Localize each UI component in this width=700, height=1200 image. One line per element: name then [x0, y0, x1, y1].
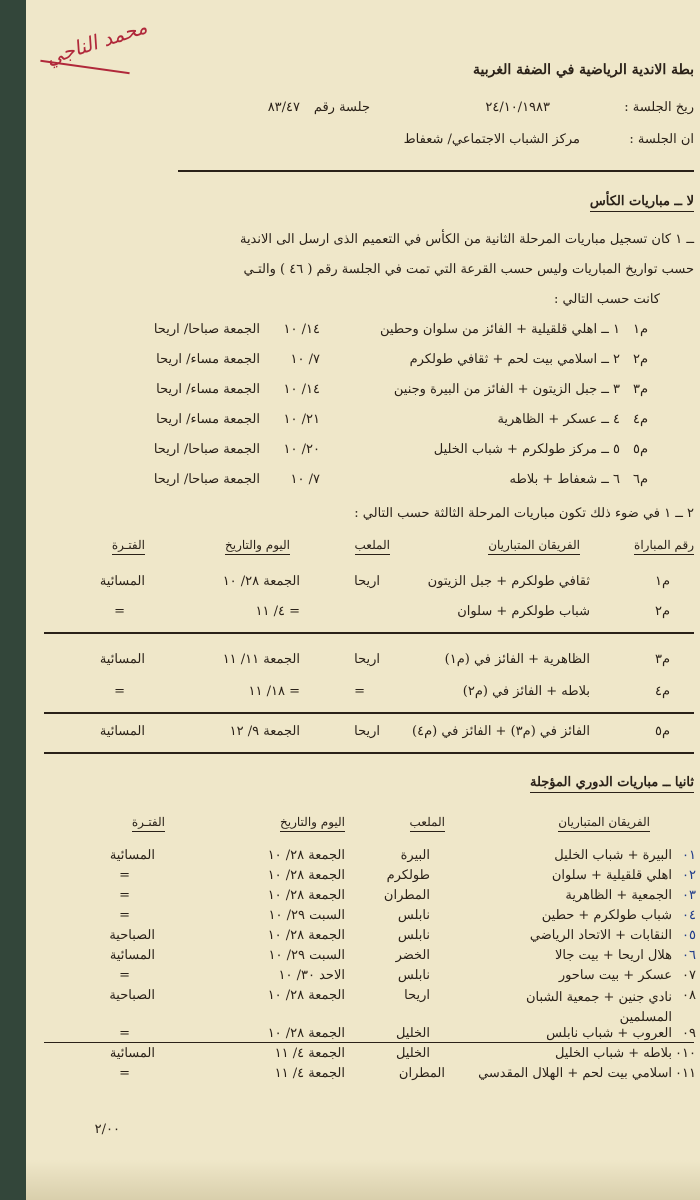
- cup-match-code: م٣: [632, 382, 648, 397]
- league-venue: نابلس: [397, 908, 430, 923]
- stage3-teams: شباب طولكرم + سلوان: [457, 604, 590, 619]
- league-day-date: الجمعة ٢٨/ ١٠: [267, 868, 345, 883]
- cup-match-date: ٧/ ١٠: [290, 352, 320, 367]
- stage3-match-number: م٣: [654, 652, 670, 667]
- col-header-day-date: اليوم والتاريخ: [280, 815, 345, 832]
- session-date-value: ٢٤/١٠/١٩٨٣: [485, 100, 550, 115]
- league-teams: اسلامي بيت لحم + الهلال المقدسي: [478, 1066, 672, 1081]
- league-teams: بلاطه + شباب الخليل: [554, 1046, 672, 1061]
- league-teams: الجمعية + الظاهرية: [565, 888, 672, 903]
- stage3-day-date: الجمعة ٩/ ١٢: [229, 724, 300, 739]
- col-header-teams: الفريقان المتباريان: [488, 538, 580, 555]
- league-teams: نادي جنين + جمعية الشبان المسلمين: [525, 990, 672, 1025]
- cup-match-teams: ٦ ــ شعفاط + بلاطه: [509, 472, 620, 487]
- league-day-date: الجمعة ٢٨/ ١٠: [267, 928, 345, 943]
- table-divider: [44, 632, 694, 634]
- stage3-match-number: م١: [654, 574, 670, 589]
- header-divider: [178, 170, 694, 172]
- cup-match-slot: الجمعة مساء/ اريحا: [156, 382, 260, 397]
- league-day-date: الجمعة ٢٨/ ١٠: [267, 988, 345, 1003]
- stage3-teams: ثقافي طولكرم + جبل الزيتون: [427, 574, 590, 589]
- cup-match-teams: ٤ ــ عسكر + الظاهرية: [497, 412, 620, 427]
- cup-match-slot: الجمعة صباحا/ اريحا: [153, 322, 260, 337]
- section1-para-line2: حسب تواريخ المباريات وليس حسب القرعة التي تمت في الجلسة رقم ( ٤٦ ) والتـي: [243, 262, 694, 277]
- league-row-number: ٠١٠: [675, 1046, 696, 1061]
- document-page: [26, 0, 700, 1200]
- cup-match-slot: الجمعة مساء/ اريحا: [156, 412, 260, 427]
- league-period: =: [119, 1026, 130, 1041]
- cup-match-date: ١٤/ ١٠: [283, 322, 320, 337]
- stage3-day-date: = ٤/ ١١: [255, 604, 300, 619]
- session-number-label: جلسة رقم: [313, 100, 370, 115]
- league-row-number: ٠٣: [682, 888, 696, 903]
- league-day-date: السبت ٢٩/ ١٠: [268, 908, 345, 923]
- league-row-number: ٠٩: [682, 1026, 696, 1041]
- stage3-match-number: م٥: [654, 724, 670, 739]
- league-period: المسائية: [109, 1046, 155, 1061]
- stage3-match-number: م٢: [654, 604, 670, 619]
- league-row-number: ٠١١: [675, 1066, 696, 1081]
- cup-match-date: ١٤/ ١٠: [283, 382, 320, 397]
- league-row-number: ٠٨: [682, 988, 696, 1003]
- session-place-value: مركز الشباب الاجتماعي/ شعفاط: [403, 132, 580, 147]
- league-day-date: الجمعة ٤/ ١١: [274, 1066, 345, 1081]
- section1-para-line3: كانت حسب التالي :: [554, 292, 660, 307]
- league-venue: نابلس: [397, 928, 430, 943]
- stage3-teams: الظاهرية + الفائز في (م١): [444, 652, 590, 667]
- section1-para-line1: ــ ١ كان تسجيل مباريات المرحلة الثانية من الكأس في التعميم الذى ارسل الى الاندية: [239, 232, 694, 247]
- league-row-number: ٠٦: [682, 948, 696, 963]
- cup-match-code: م١: [632, 322, 648, 337]
- league-period: =: [119, 888, 130, 903]
- table-divider: [44, 752, 694, 754]
- col-header-teams: الفريقان المتباريان: [558, 815, 650, 832]
- col-header-venue: الملعب: [355, 538, 390, 555]
- league-venue: الخليل: [395, 1026, 430, 1041]
- league-teams: هلال اريحا + بيت جالا: [554, 948, 672, 963]
- league-day-date: الاحد ٣٠/ ١٠: [278, 968, 345, 983]
- session-number-value: ٨٣/٤٧: [267, 100, 300, 115]
- league-day-date: الجمعة ٢٨/ ١٠: [267, 848, 345, 863]
- cup-match-teams: ١ ــ اهلي قلقيلية + الفائز من سلوان وحطين: [379, 322, 620, 337]
- stage3-day-date: الجمعة ٢٨/ ١٠: [222, 574, 300, 589]
- league-period: الصباحية: [109, 988, 155, 1003]
- league-teams: اهلي قلقيلية + سلوان: [551, 868, 672, 883]
- page-number: ٢/٠٠: [94, 1122, 120, 1137]
- league-period: =: [119, 968, 130, 983]
- cup-match-code: م٢: [632, 352, 648, 367]
- league-period: =: [119, 1066, 130, 1081]
- league-venue: المطران: [383, 888, 430, 903]
- cup-match-teams: ٣ ــ جبل الزيتون + الفائز من البيرة وجنين: [393, 382, 620, 397]
- col-header-day-date: اليوم والتاريخ: [225, 538, 290, 555]
- col-header-period: الفتـرة: [112, 538, 145, 555]
- cup-match-date: ٢٠/ ١٠: [283, 442, 320, 457]
- stage3-teams: بلاطه + الفائز في (م٢): [462, 684, 590, 699]
- book-spine: [0, 0, 29, 1200]
- league-teams: عسكر + بيت ساحور: [558, 968, 672, 983]
- stage3-period: المسائية: [99, 574, 145, 589]
- league-venue: البيرة: [400, 848, 430, 863]
- section1-heading: لا ــ مباريات الكأس: [590, 194, 694, 212]
- stage3-period: المسائية: [99, 724, 145, 739]
- section1-para2: ٢ ــ ١ في ضوء ذلك تكون مباريات المرحلة الثالثة حسب التالي :: [354, 506, 694, 521]
- league-teams: البيرة + شباب الخليل: [554, 848, 672, 863]
- col-header-period: الفتـرة: [132, 815, 165, 832]
- cup-match-code: م٥: [632, 442, 648, 457]
- league-venue: المطران: [398, 1066, 445, 1081]
- league-row-number: ٠٤: [682, 908, 696, 923]
- league-venue: الخضر: [395, 948, 430, 963]
- league-row-number: ٠٢: [682, 868, 696, 883]
- org-title: بطة الاندية الرياضية في الضفة الغربية: [473, 62, 694, 78]
- cup-match-slot: الجمعة مساء/ اريحا: [156, 352, 260, 367]
- col-header-venue: الملعب: [410, 815, 445, 832]
- league-venue: الخليل: [395, 1046, 430, 1061]
- league-period: المسائية: [109, 948, 155, 963]
- league-day-date: الجمعة ٢٨/ ١٠: [267, 1026, 345, 1041]
- stage3-period: المسائية: [99, 652, 145, 667]
- league-row-number: ٠٧: [682, 968, 696, 983]
- league-teams: النقابات + الاتحاد الرياضي: [529, 928, 672, 943]
- league-period: المسائية: [109, 848, 155, 863]
- league-period: =: [119, 868, 130, 883]
- cup-match-slot: الجمعة صباحا/ اريحا: [153, 442, 260, 457]
- stage3-venue: اريحا: [354, 652, 380, 667]
- stage3-day-date: = ١٨/ ١١: [248, 684, 300, 699]
- league-period: =: [119, 908, 130, 923]
- league-day-date: الجمعة ٤/ ١١: [274, 1046, 345, 1061]
- league-venue: نابلس: [397, 968, 430, 983]
- stage3-period: =: [114, 684, 125, 699]
- league-teams: العروب + شباب نابلس: [546, 1026, 672, 1041]
- cup-match-code: م٦: [632, 472, 648, 487]
- stage3-match-number: م٤: [654, 684, 670, 699]
- stage3-day-date: الجمعة ١١/ ١١: [222, 652, 300, 667]
- league-teams: شباب طولكرم + حطين: [541, 908, 672, 923]
- league-day-date: الجمعة ٢٨/ ١٠: [267, 888, 345, 903]
- cup-match-date: ٧/ ١٠: [290, 472, 320, 487]
- stage3-venue: اريحا: [354, 724, 380, 739]
- cup-match-teams: ٥ ــ مركز طولكرم + شباب الخليل: [433, 442, 620, 457]
- col-header-match-number: رقم المباراة: [634, 538, 694, 555]
- league-venue: اريحا: [404, 988, 430, 1003]
- cup-match-date: ٢١/ ١٠: [283, 412, 320, 427]
- stage3-venue: =: [354, 684, 365, 699]
- cup-match-teams: ٢ ــ اسلامي بيت لحم + ثقافي طولكرم: [409, 352, 620, 367]
- league-row-number: ٠١: [682, 848, 696, 863]
- cup-match-code: م٤: [632, 412, 648, 427]
- cup-match-slot: الجمعة صباحا/ اريحا: [153, 472, 260, 487]
- stage3-venue: اريحا: [354, 574, 380, 589]
- table-divider: [44, 1042, 694, 1043]
- session-place-label: ان الجلسة :: [629, 132, 694, 147]
- league-venue: طولكرم: [386, 868, 430, 883]
- table-divider: [44, 712, 694, 714]
- league-row-number: ٠٥: [682, 928, 696, 943]
- session-date-label: ريخ الجلسة :: [624, 100, 694, 115]
- league-period: الصباحية: [109, 928, 155, 943]
- league-day-date: السبت ٢٩/ ١٠: [268, 948, 345, 963]
- stage3-period: =: [114, 604, 125, 619]
- stage3-teams: الفائز في (م٣) + الفائز في (م٤): [412, 724, 590, 739]
- section2-heading: ثانيا ــ مباريات الدوري المؤجلة: [530, 775, 694, 793]
- handwritten-name: محمد الناجي: [42, 14, 151, 70]
